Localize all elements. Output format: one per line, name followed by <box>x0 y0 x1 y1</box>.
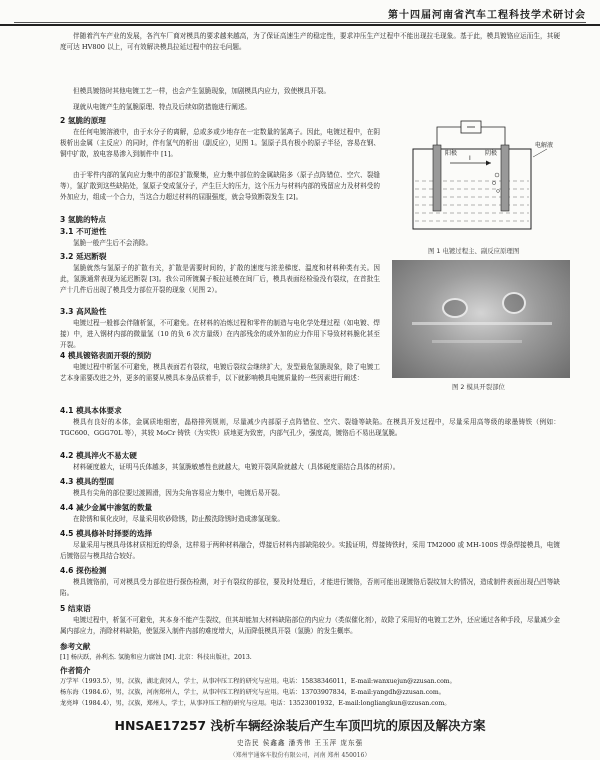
section-4-4-heading: 4.4 减少金属中渗氢的数量 <box>60 503 153 512</box>
section-2-heading: 2 氢脆的原理 <box>60 116 106 125</box>
header-rule <box>14 22 586 23</box>
section-3-heading: 3 氢脆的特点 <box>60 215 106 224</box>
author-bio-item: 杨东海（1984.6），男，汉族，河南郑州人，学士，从事冲压工程的研究与应用。电话：13703907834，E-mail:yangdh@zzusan.com。 <box>60 689 445 696</box>
die-highlight-streak <box>412 322 552 325</box>
figure-2-caption: 图 2 模具开裂部位 <box>452 383 505 391</box>
section-4-3-heading: 4.3 模具的型面 <box>60 477 115 486</box>
electroplating-diagram <box>395 117 565 242</box>
section-3-2-paragraph: 氢脆就然与氢原子的扩散有关，扩散是需要时间的，扩散的速度与浓差梯度、温度和材料种类有关。因此，氢脆通常表现为延迟断裂 [3]。我公司所镀翼子板拉延模在间厂后，模具表面经检验没有裂纹，在首批生产十几件后出现了模具受力部位开裂的现象（见图 2）。 <box>60 264 380 294</box>
section-4-6-paragraph: 模具镀铬前，可对模具受力部位进行探伤检测，对于有裂纹的部位，要及时处理后，才能进行镀铬，否则可能出现镀铬后裂纹加大的情况，造成制件表面出现凸凹等缺陷。 <box>60 578 560 597</box>
solution-label: 电解液 <box>535 142 554 149</box>
current-label: I <box>469 155 471 162</box>
intro-paragraph-3: 现就从电镀产生的氢脆原理、特点及后续如防措施进行阐述。 <box>73 103 252 111</box>
section-3-3-paragraph: 电镀过程一般都会伴随析氢，不可避免。在材料的冶炼过程和零件的制造与电化学处理过程（如电镀、焊接）中，进入钢材内部的微量氢（10 的负 6 次方量级）在内部残余的或外加的应力作用下导致材料脆化甚至开裂。 <box>60 319 380 349</box>
die-highlight-streak <box>432 340 522 343</box>
section-4-2-paragraph: 材料硬度越大，证明马氏体越多，其氢脆敏感性也就越大，电镀开裂风险就越大（具体硬度需结合具体的材质）。 <box>73 463 400 471</box>
section-2-paragraph-2: 由于零件内部的氢向应力集中的部位扩散聚集，应力集中部位的金属缺陷多（原子点阵错位、空穴、裂缝等），氢扩散到这些缺陷处，氢原子变成氢分子，产生巨大的压力，这个压力与材料内部的残留应力及材料受的外加应力，组成一个合力，当这合力超过材料的屈服强度，就会导致断裂发生 [2]。 <box>60 171 380 201</box>
die-hole-left <box>442 298 468 318</box>
section-4-heading: 4 模具镀铬表面开裂的预防 <box>60 351 152 360</box>
reference-item: [1] 杨庆跃，孙利杰. 氢脆和应力腐蚀 [M]. 北京：科技出版社，2013. <box>60 654 252 661</box>
section-2-paragraph-1: 在任何电镀溶液中，由于水分子的离解，总或多或少地存在一定数量的氢离子。因此，电镀过程中，在阴极析出金属（主反应）的同时，伴有氢气的析出（副反应），见图 1。氢原子具有极小的原子半径，容易在钢、铜中扩散，放电容易渗入到制件中 [1]。 <box>60 128 380 158</box>
section-4-4-paragraph: 在除锈和氧化皮时，尽量采用吹砂除锈，防止酸洗除锈时造成渗氢现象。 <box>73 515 284 523</box>
section-5-heading: 5 结束语 <box>60 604 91 613</box>
die-hole-right <box>502 292 526 314</box>
section-3-2-heading: 3.2 延迟断裂 <box>60 252 107 261</box>
author-bio-item: 万学军（1993.5），男，汉族，湖北黄冈人，学士，从事冲压工程的研究与应用。电话：15838346011，E-mail:wanxuejun@zzusan.com。 <box>60 678 456 685</box>
author-bio-item: 龙亮坤（1984.4），男，汉族，郑州人，学士，从事冲压工程的研究与应用。电话：13523001932，E-mail:longliangkun@zzusan.com。 <box>60 700 451 707</box>
section-3-1-paragraph: 氢脆一般产生后不会消除。 <box>73 239 153 247</box>
figure-1-caption: 图 1 电镀过程主、副反应原理图 <box>428 247 520 255</box>
next-article-authors: 史浩民 侯鑫鑫 潘秀伟 王玉萍 庞东强 <box>236 739 364 747</box>
intro-paragraph-1: 伴随着汽车产业的发展，各汽车厂商对模具的要求越来越高，为了保证高速生产的稳定性，要求冲压生产过程中不能出现拉毛现象。基于此，模具镀铬应运而生，其硬度可达 HV800 以上，可有效解决模具拉延过程中的拉毛问题。 <box>60 32 560 51</box>
page-header <box>0 0 600 26</box>
next-article-affiliation: （郑州宇通客车股份有限公司，河南 郑州 450016） <box>229 752 371 759</box>
section-4-paragraph: 电镀过程中析氢不可避免，模具表面若有裂纹，电镀后裂纹会继续扩大，发型最危氢脆现象，除了电镀工艺本身需要改进之外，更多的需要从模具本身品质着手，以下就影响模具电镀质量的一些因素进行阐述： <box>60 363 380 382</box>
intro-paragraph-2: 但模具镀铬时其他电镀工艺一样，也会产生氢脆现象，加剧模具内应力，致使模具开裂。 <box>73 87 331 95</box>
next-article-title: HNSAE17257 浅析车辆经涂装后产生车顶凹坑的原因及解决方案 <box>114 718 486 733</box>
cathode-label: 阴极 <box>485 150 498 157</box>
section-4-5-heading: 4.5 模具修补时择要的选择 <box>60 529 153 538</box>
section-4-3-paragraph: 模具有尖角的部位要过渡圆滑，因为尖角容易应力集中，电镀后易开裂。 <box>73 489 284 497</box>
conference-title: 第十四届河南省汽车工程科技学术研讨会 <box>388 10 586 21</box>
die-crack-photo <box>392 260 570 378</box>
section-4-5-paragraph: 尽量采用与模具母体材质相近的焊条，这样易于两种材料融合，焊接后材料内部缺陷较少。实践证明，焊接铸铁时，采用 TM2000 或 MH-100S 焊条焊接模具，电镀后镀铬层与模具结合较好。 <box>60 541 560 560</box>
section-3-3-heading: 3.3 高风险性 <box>60 307 107 316</box>
section-4-2-heading: 4.2 模具淬火不易太硬 <box>60 451 137 460</box>
references-heading: 参考文献 <box>60 642 91 651</box>
author-bio-heading: 作者简介 <box>60 666 91 675</box>
section-3-1-heading: 3.1 不可逆性 <box>60 227 107 236</box>
section-4-1-paragraph: 模具有良好的本体，金属质地细密，晶格排列规则，尽量减少内部原子点阵错位、空穴、裂缝等缺陷。在模具开发过程中，尽量采用高等级的球墨铸铁（例如：TGC600、GGG70L 等），其较 MoCr 铸铁（为实铁）质地更为致密，内部气孔少，强度高，镀铬后不易出现氢脆。 <box>60 418 560 437</box>
section-4-1-heading: 4.1 模具本体要求 <box>60 406 122 415</box>
section-5-paragraph: 电镀过程中，析氢不可避免，其本身不能产生裂纹，但其却能加大材料缺陷部位的内应力（类似催化剂），故除了采用好的电镀工艺外，还应通过各种手段，尽量减少金属内部应力，消除材料缺陷，使氢深入制件内部的难度增大，从而降低模具开裂（氢脆）的发生概率。 <box>60 616 560 635</box>
section-4-6-heading: 4.6 探伤检测 <box>60 566 107 575</box>
anode-label: 阳极 <box>445 150 458 157</box>
